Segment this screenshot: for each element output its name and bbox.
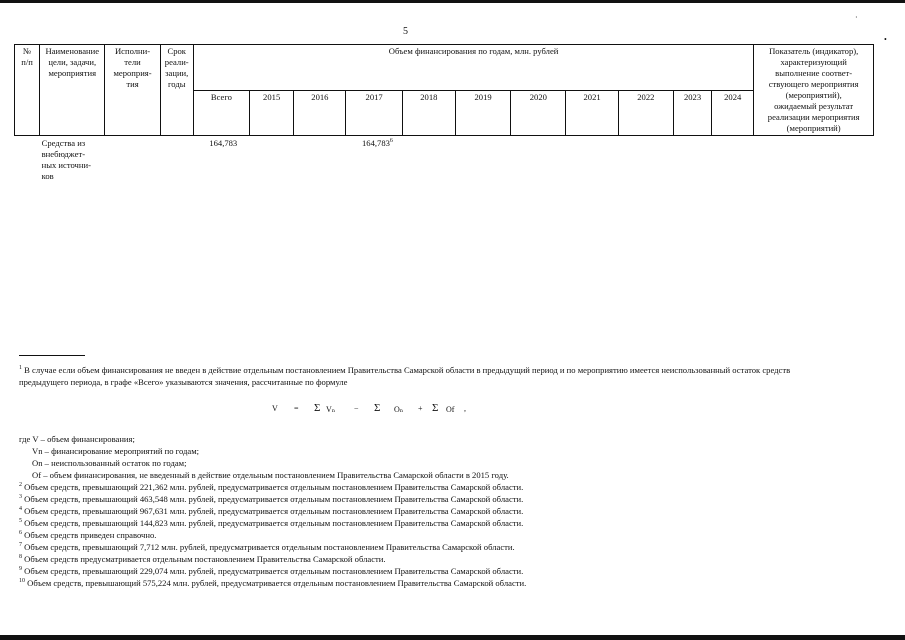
footnote-1-text: В случае если объем финансирования не введен в действие отдельным постановлением Правительства Самарской области в предыдущий период и по мероприятию имеется неиспользованный остаток средств — [22, 365, 791, 375]
header-year-2021: 2021 — [566, 90, 618, 136]
formula-end: , — [464, 404, 466, 413]
footnote-7 — [19, 541, 515, 553]
row-2017 — [346, 136, 402, 184]
header-year-2022: 2022 — [618, 90, 673, 136]
footnote-separator — [19, 355, 85, 356]
footnote-8 — [19, 553, 386, 565]
formula-v: V — [272, 404, 278, 413]
formula-plus: + — [418, 404, 423, 413]
row-name: Средства из внебюджет- ных источни- ков — [41, 138, 91, 181]
vn-definition: Vn – финансирование мероприятий по годам; — [32, 446, 200, 456]
footnote-10-num: 10 — [19, 578, 25, 585]
formula-of: Of — [446, 405, 455, 414]
footnote-6-num: 6 — [19, 530, 22, 537]
footnote-10 — [19, 577, 526, 589]
formula-on: Oₙ — [394, 405, 404, 414]
row-executors — [105, 136, 160, 184]
header-year-2017: 2017 — [346, 90, 402, 136]
footnote-4-num: 4 — [19, 506, 22, 513]
footnote-6 — [19, 529, 156, 541]
header-num: № п/п — [15, 45, 40, 136]
footnote-3-num: 3 — [19, 494, 22, 501]
header-indicator: Показатель (индикатор), характеризующий выполнение соответ- ствующего мероприятия (мероприятий), ожидаемый результат реализации мероприятия (мероприятий) — [754, 45, 874, 136]
footnote-4 — [19, 505, 523, 517]
formula-eq: = — [294, 404, 299, 413]
row-num — [15, 136, 40, 184]
footnote-9-text: Объем средств, превышающий 229,074 млн. рублей, предусматривается отдельным постановлением Правительства Самарской области. — [22, 566, 524, 576]
header-year-2020: 2020 — [511, 90, 566, 136]
footnote-9 — [19, 565, 523, 577]
row-2022 — [618, 136, 673, 184]
footnote-8-text: Объем средств предусматривается отдельным постановлением Правительства Самарской области. — [22, 554, 386, 564]
scan-bottom-border — [0, 635, 905, 640]
formula — [268, 392, 488, 424]
formula-sigma-2: Σ — [374, 402, 381, 414]
formula-sigma-3: Σ — [432, 402, 439, 414]
footnote-3 — [19, 493, 523, 505]
header-year-2024: 2024 — [712, 90, 754, 136]
header-year-2023: 2023 — [673, 90, 711, 136]
scan-speck: • — [884, 35, 887, 44]
footnote-5 — [19, 517, 523, 529]
scan-top-border — [0, 0, 905, 3]
formula-sigma-1: Σ — [314, 402, 321, 414]
row-2019 — [455, 136, 510, 184]
header-name: Наименование цели, задачи, мероприятия — [40, 45, 105, 136]
header-term: Срок реали- зации, годы — [160, 45, 193, 136]
footnote-7-text: Объем средств, превышающий 7,712 млн. рублей, предусматривается отдельным постановлением Правительства Самарской области. — [22, 542, 515, 552]
formula-vn: Vₙ — [326, 405, 336, 414]
of-definition: Of – объем финансирования, не введенный в действие отдельным постановлением Правительства Самарской области в 2015 году. — [32, 470, 509, 480]
footnote-5-num: 5 — [19, 518, 22, 525]
header-year-2016: 2016 — [294, 90, 346, 136]
row-term — [160, 136, 193, 184]
footnote-1-num: 1 — [19, 365, 22, 372]
footnote-5-text: Объем средств, превышающий 144,823 млн. рублей, предусматривается отдельным постановлением Правительства Самарской области. — [22, 518, 524, 528]
header-year-2015: 2015 — [250, 90, 294, 136]
footnote-2-text: Объем средств, превышающий 221,362 млн. рублей, предусматривается отдельным постановлением Правительства Самарской области. — [22, 482, 524, 492]
header-year-2018: 2018 — [402, 90, 455, 136]
footnote-2-num: 2 — [19, 482, 22, 489]
table-row — [15, 136, 874, 184]
header-year-total: Всего — [193, 90, 249, 136]
row-2015 — [250, 136, 294, 184]
footnote-3-text: Объем средств, превышающий 463,548 млн. рублей, предусматривается отдельным постановлением Правительства Самарской области. — [22, 494, 524, 504]
funding-table — [14, 44, 874, 183]
footnote-7-num: 7 — [19, 542, 22, 549]
row-2018 — [402, 136, 455, 184]
footnote-1-cont: предыдущего периода, в графе «Всего» указываются значения, рассчитанные по формуле — [19, 377, 348, 387]
table-header-row — [15, 45, 874, 91]
formula-minus: − — [354, 404, 359, 413]
row-2016 — [294, 136, 346, 184]
row-total: 164,783 — [209, 138, 238, 148]
header-year-2019: 2019 — [455, 90, 510, 136]
footnote-ref-6: 6 — [389, 138, 393, 145]
row-2023 — [673, 136, 711, 184]
row-indicator — [754, 136, 874, 184]
scan-speck: · — [855, 13, 858, 22]
footnote-9-num: 9 — [19, 566, 22, 573]
row-2024 — [712, 136, 754, 184]
where-line: где V – объем финансирования; — [19, 434, 135, 444]
row-2021 — [566, 136, 618, 184]
row-2017-value: 164,783 — [361, 138, 390, 148]
header-executors: Исполни- тели мероприя- тия — [105, 45, 160, 136]
footnote-2 — [19, 481, 523, 493]
on-definition: On – неиспользованный остаток по годам; — [32, 458, 187, 468]
footnote-4-text: Объем средств, превышающий 967,631 млн. рублей, предусматривается отдельным постановлением Правительства Самарской области. — [22, 506, 524, 516]
footnote-8-num: 8 — [19, 554, 22, 561]
page-number: 5 — [403, 26, 408, 37]
footnote-6-text: Объем средств приведен справочно. — [22, 530, 157, 540]
footnote-10-text: Объем средств, превышающий 575,224 млн. рублей, предусматривается отдельным постановлением Правительства Самарской области. — [25, 578, 527, 588]
footnote-1 — [19, 364, 881, 376]
row-2020 — [511, 136, 566, 184]
header-funding: Объем финансирования по годам, млн. рублей — [193, 45, 754, 91]
